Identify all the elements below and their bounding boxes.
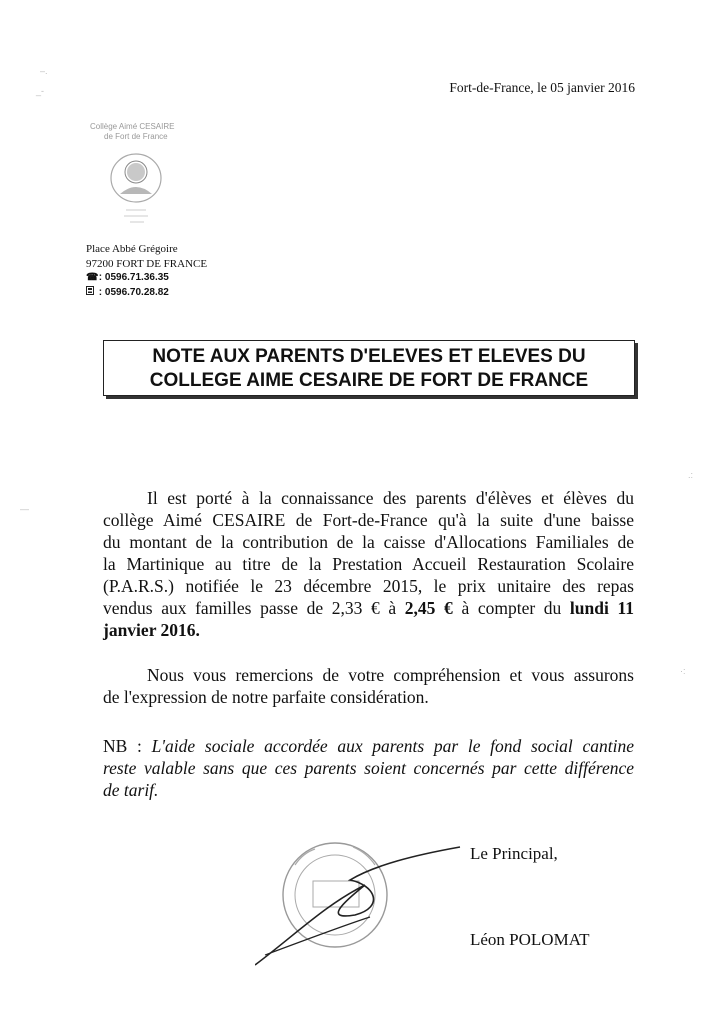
price-new: 2,45 € (404, 598, 453, 618)
school-address (86, 242, 207, 300)
nb-line-1 (103, 735, 634, 757)
body-line-5: (P.A.R.S.) notifiée le 23 décembre 2015, le prix unitaire des repas (103, 576, 634, 596)
price-old-text: vendus aux familles passe de 2,33 € à (103, 598, 405, 618)
school-seal-icon (104, 140, 170, 230)
fax-icon (86, 286, 96, 301)
fax-line (86, 286, 207, 301)
address-city: 97200 FORT DE FRANCE (86, 257, 208, 270)
body-line-4: la Martinique au titre de la Prestation Accueil Restauration Scolaire (103, 554, 634, 574)
nb-line-2 (103, 757, 634, 779)
logo-text-line1: Collège Aimé CESAIRE (90, 122, 175, 131)
signatory-title: Le Principal, (470, 844, 558, 863)
body-line-2: collège Aimé CESAIRE de Fort-de-France qu'à la suite d'une baisse (103, 510, 634, 530)
effective-date-part2: janvier 2016. (103, 620, 200, 640)
nb-text-3: de tarif. (103, 780, 159, 800)
logo-text-line2: de Fort de France (104, 132, 168, 141)
school-logo (86, 120, 196, 238)
body-line-3: du montant de la contribution de la caisse d'Allocations Familiales de (103, 532, 634, 552)
nb-text-1: L'aide sociale accordée aux parents par le fond social cantine (151, 736, 634, 756)
phone-number: : 0596.71.36.35 (98, 272, 169, 283)
note-title-line1: NOTE AUX PARENTS D'ELEVES ET ELEVES DU (152, 346, 586, 367)
closing-paragraph (103, 664, 634, 708)
nb-line-3 (103, 779, 634, 801)
effective-date-part1: lundi 11 (569, 598, 635, 618)
note-title-box (103, 340, 635, 396)
official-stamp-and-signature (255, 825, 475, 975)
body-line-1: Il est porté à la connaissance des parents d'élèves et élèves du (147, 488, 634, 508)
nb-note (103, 735, 634, 801)
phone-icon: ☎ (86, 272, 99, 283)
effective-text: à compter du (452, 598, 570, 618)
main-paragraph (103, 487, 634, 641)
closing-line-2: de l'expression de notre parfaite considération. (103, 687, 429, 707)
body-line-6 (103, 597, 634, 619)
nb-prefix: NB : (103, 736, 152, 756)
letter-page: –. _- — .: ·: Fort-de-France, le 05 janvier 2016 Collège Aimé CESAIRE de Fort de France Place Abbé Grégoire 97200 FORT DE FRANCE ☎ : 0596.71.36.35 : 0596.70.28.82 NOTE AUX PARENTS D'ELEVES ET ELEVES DU COLLEGE AIME CESAIRE DE FORT DE FRANCE Il est porté à la connaissance des parents d'élèves et élèves du collège Aimé CESAIRE de Fort-de-France qu'à la suite d'une baisse du montant de la contribution de la caisse d'Allocations Familiales de la Martinique au titre de la Prestation Accueil Restauration Scolaire (P.A.R.S.) notifiée le 23 décembre 2015, le prix unitaire des repas vendus aux familles passe de 2,33 € à 2,45 € à compter du lundi 11 janvier 2016. Nous vous remercions de votre compréhension et vous assurons de l'expression de notre parfaite considération. NB : L'aide sociale accordée aux parents par le fond social cantine reste valable sans que ces parents soient concernés par cette différence de tarif. Le Principal, Léon POLOMAT (0, 0, 724, 1024)
address-street: Place Abbé Grégoire (86, 243, 178, 255)
closing-line-1: Nous vous remercions de votre compréhension et vous assurons (147, 665, 634, 685)
date-line: Fort-de-France, le 05 janvier 2016 (449, 80, 635, 95)
phone-line (86, 271, 207, 286)
signatory-name: Léon POLOMAT (470, 930, 590, 949)
nb-text-2: reste valable sans que ces parents soient concernés par cette différence (103, 758, 634, 778)
note-title-line2: COLLEGE AIME CESAIRE DE FORT DE FRANCE (149, 370, 589, 391)
fax-number: : 0596.70.28.82 (98, 286, 169, 298)
